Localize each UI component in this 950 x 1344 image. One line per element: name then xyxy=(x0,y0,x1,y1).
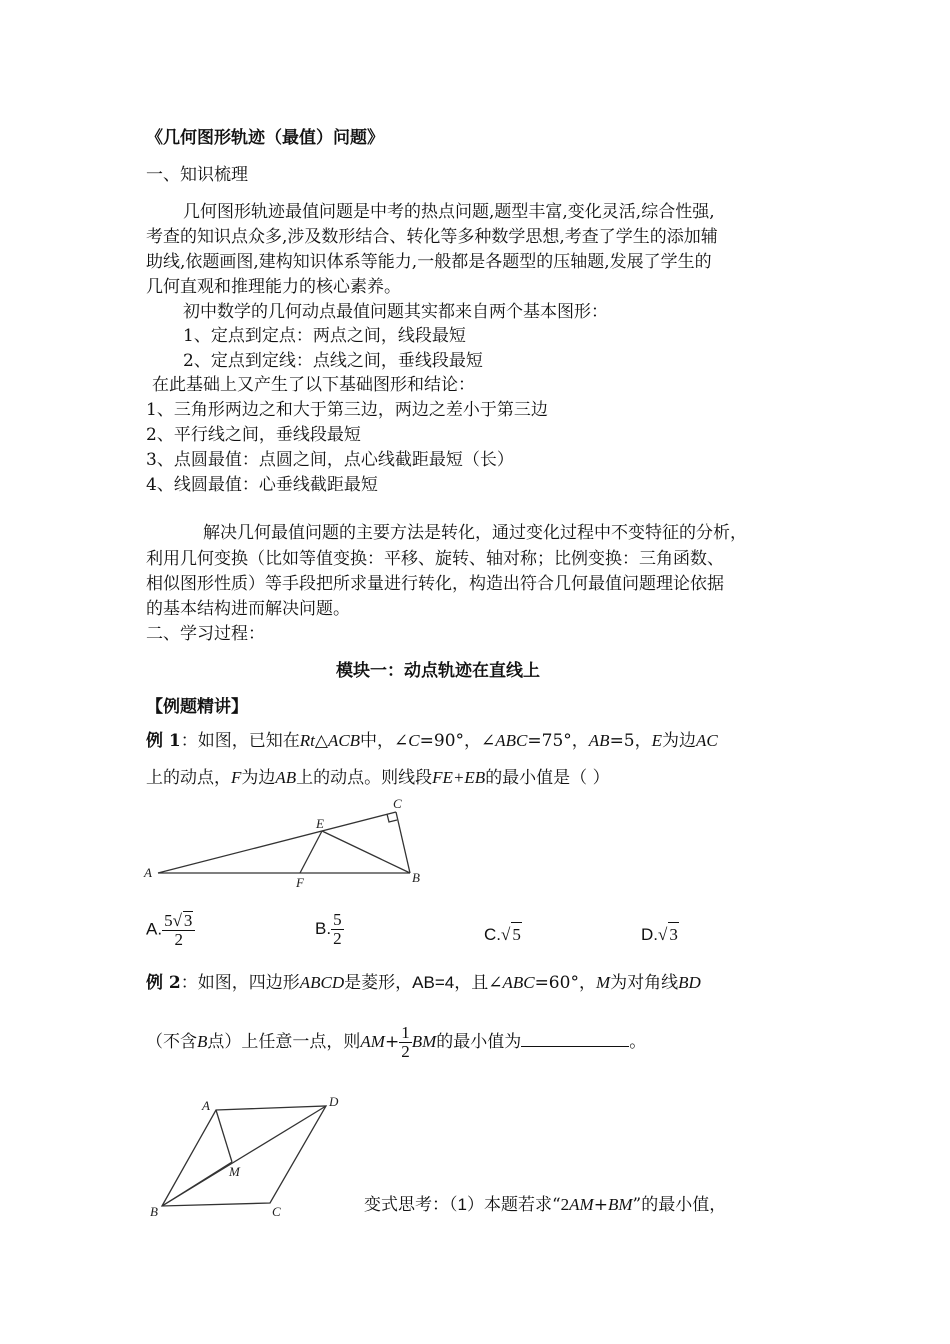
fig2-label-d: D xyxy=(329,1094,339,1109)
ex1-triangle-figure xyxy=(140,795,440,895)
option-d-label: D. xyxy=(641,925,658,944)
fig1-label-b: B xyxy=(412,870,420,885)
intro-line-3: 助线,依题画图,建构知识体系等能力,一般都是各题型的压轴题,发展了学生的 xyxy=(146,252,712,272)
ex1-line-1 xyxy=(146,729,718,753)
fig2-label-c: C xyxy=(272,1204,281,1219)
fig1-label-f: F xyxy=(296,875,304,890)
ex1-math: AB xyxy=(588,731,610,750)
intro-line-1: 几何图形轨迹最值问题是中考的热点问题,题型丰富,变化灵活,综合性强, xyxy=(183,202,715,222)
option-d[interactable] xyxy=(641,922,679,947)
ex1-label: 例 1 xyxy=(146,731,181,751)
variant-text: 变式思考：（ xyxy=(364,1195,458,1215)
segment-eb xyxy=(322,831,410,873)
ex1-math: C xyxy=(408,731,420,750)
variant-math: + xyxy=(593,1195,608,1215)
intro-line-4: 几何直观和推理能力的核心素养。 xyxy=(146,277,401,297)
ex1-math: ∠ xyxy=(394,731,409,751)
ex2-math: =60°， xyxy=(534,973,596,993)
derived-item-3: 3、点圆最值：点圆之间，点心线截距最短（长） xyxy=(146,450,514,470)
ex1-line-2 xyxy=(146,766,610,790)
one-half-fraction xyxy=(399,1024,412,1061)
option-a-label: A. xyxy=(146,919,163,939)
ex1-text: 上的动点。则线段 xyxy=(296,768,433,788)
sqrt-icon: √ xyxy=(172,911,182,930)
fig2-label-b: B xyxy=(150,1204,158,1219)
option-c[interactable] xyxy=(484,922,522,947)
ex1-math: =5， xyxy=(609,731,652,751)
method-line-1: 解决几何最值问题的主要方法是转化，通过变化过程中不变特征的分析， xyxy=(203,523,747,543)
option-c-label: C. xyxy=(484,925,501,944)
fig1-label-a: A xyxy=(144,865,152,880)
ex1-math: Rt xyxy=(299,731,315,750)
derived-item-1: 1、三角形两边之和大于第三边，两边之差小于第三边 xyxy=(146,400,548,420)
ex2-text: ：如图，四边形 xyxy=(180,973,300,993)
segment-ef xyxy=(300,831,322,873)
right-angle-mark xyxy=(387,814,397,822)
derived-item-2: 2、平行线之间，垂线段最短 xyxy=(146,425,361,445)
ex2-text: ，且 xyxy=(454,973,489,993)
ex2-math: + xyxy=(384,1032,400,1052)
ex2-math: BD xyxy=(678,973,701,992)
method-line-3: 相似图形性质）等手段把所求量进行转化，构造出符合几何最值问题理论依据 xyxy=(146,574,724,594)
ex1-math: =75°， xyxy=(527,731,589,751)
ex1-math: ABC xyxy=(495,731,528,750)
option-b[interactable] xyxy=(315,911,344,948)
segment-am xyxy=(216,1110,232,1162)
option-d-radicand: 3 xyxy=(668,922,679,947)
fig2-label-a: A xyxy=(202,1098,210,1113)
method-line-4: 的基本结构进而解决问题。 xyxy=(146,599,350,619)
ex2-text: （不含 xyxy=(146,1032,197,1052)
ex2-math: ∠ xyxy=(488,973,503,993)
ex2-text: 是菱形， xyxy=(344,973,413,993)
ex1-math: AB xyxy=(275,768,297,787)
fraction-num: 1 xyxy=(401,1023,410,1042)
sqrt-icon: √ xyxy=(658,925,668,944)
segment-cb xyxy=(396,812,410,873)
ex2-math: AM xyxy=(360,1032,385,1051)
option-a-coef: 5 xyxy=(164,911,173,930)
option-c-radicand: 5 xyxy=(511,922,522,947)
ex2-text: 点）上任意一点，则 xyxy=(207,1032,361,1052)
variant-text: ”的最小值， xyxy=(632,1195,727,1215)
method-line-2: 利用几何变换（比如等值变换：平移、旋转、轴对称；比例变换：三角函数、 xyxy=(146,549,724,569)
ex1-math: ∠ xyxy=(481,731,496,751)
ex1-text: 上的动点， xyxy=(146,768,231,788)
ex2-math: ABC xyxy=(502,973,535,992)
option-b-label: B. xyxy=(315,919,332,938)
fig2-label-m: M xyxy=(229,1164,240,1179)
ex2-label: 例 2 xyxy=(146,973,181,993)
ex1-math: △ xyxy=(314,731,328,751)
ex2-math: M xyxy=(595,973,611,992)
ex2-rhombus-figure xyxy=(146,1088,356,1220)
ex2-math: BM xyxy=(411,1032,437,1051)
variant-math: 2 xyxy=(560,1195,570,1214)
ex1-math: =90°， xyxy=(419,731,482,751)
derived-item-4: 4、线圆最值：心垂线截距最短 xyxy=(146,475,378,495)
fig1-label-c: C xyxy=(393,796,402,811)
section-heading-learning: 二、学习过程： xyxy=(146,624,265,644)
option-a-den: 2 xyxy=(174,930,183,949)
ex1-text: 的最小值是（ ） xyxy=(485,768,610,788)
option-b-num: 5 xyxy=(333,910,342,929)
ex2-text: 为对角线 xyxy=(610,973,679,993)
ex2-math: B xyxy=(197,1032,208,1051)
derived-intro: 在此基础上又产生了以下基础图形和结论： xyxy=(152,375,475,395)
segment-mb xyxy=(162,1162,232,1206)
basic-item-1: 1、定点到定点：两点之间，线段最短 xyxy=(183,326,466,346)
basic-intro: 初中数学的几何动点最值问题其实都来自两个基本图形： xyxy=(183,302,608,322)
intro-line-2: 考查的知识点众多,涉及数形结合、转化等多种数学思想,考查了学生的添加辅 xyxy=(146,227,718,247)
ex1-math: E xyxy=(651,731,663,750)
option-a-value xyxy=(162,911,195,949)
variant-math: AM xyxy=(569,1195,594,1214)
fraction-den: 2 xyxy=(401,1042,410,1061)
option-b-value xyxy=(331,911,344,948)
ex1-math: F xyxy=(231,768,242,787)
ex1-text: 中， xyxy=(360,731,395,751)
ex2-line-2 xyxy=(146,1022,646,1062)
option-b-den: 2 xyxy=(333,929,342,948)
page-title: 《几何图形轨迹（最值）问题》 xyxy=(146,128,384,148)
segment-ac xyxy=(158,812,396,873)
ex1-math: AC xyxy=(696,731,718,750)
variant-thinking xyxy=(364,1193,726,1217)
sqrt-icon: √ xyxy=(501,925,511,944)
ex2-math: ABCD xyxy=(299,973,345,992)
basic-item-2: 2、定点到定线：点线之间，垂线段最短 xyxy=(183,351,483,371)
ex1-text: 为边 xyxy=(241,768,276,788)
ex2-text: 的最小值为 xyxy=(436,1032,522,1052)
ex2-line-1 xyxy=(146,971,701,995)
ex1-math: ACB xyxy=(327,731,361,750)
option-a-radicand: 3 xyxy=(183,911,193,930)
ex1-text: ：如图，已知在 xyxy=(180,731,300,751)
answer-blank[interactable] xyxy=(521,1028,629,1047)
ex2-math: AB=4 xyxy=(412,973,455,992)
variant-math: BM xyxy=(607,1195,633,1214)
fig1-label-e: E xyxy=(316,816,324,831)
example-heading: 【例题精讲】 xyxy=(146,697,248,717)
option-a[interactable] xyxy=(146,911,195,949)
module-title: 模块一：动点轨迹在直线上 xyxy=(336,661,540,681)
variant-number: 1 xyxy=(457,1195,467,1214)
ex1-text: 为边 xyxy=(662,731,697,751)
ex2-text: 。 xyxy=(629,1032,647,1052)
ex1-math: FE+EB xyxy=(432,768,486,787)
variant-text: ）本题若求“ xyxy=(466,1195,561,1215)
section-heading-knowledge: 一、知识梳理 xyxy=(146,165,248,185)
